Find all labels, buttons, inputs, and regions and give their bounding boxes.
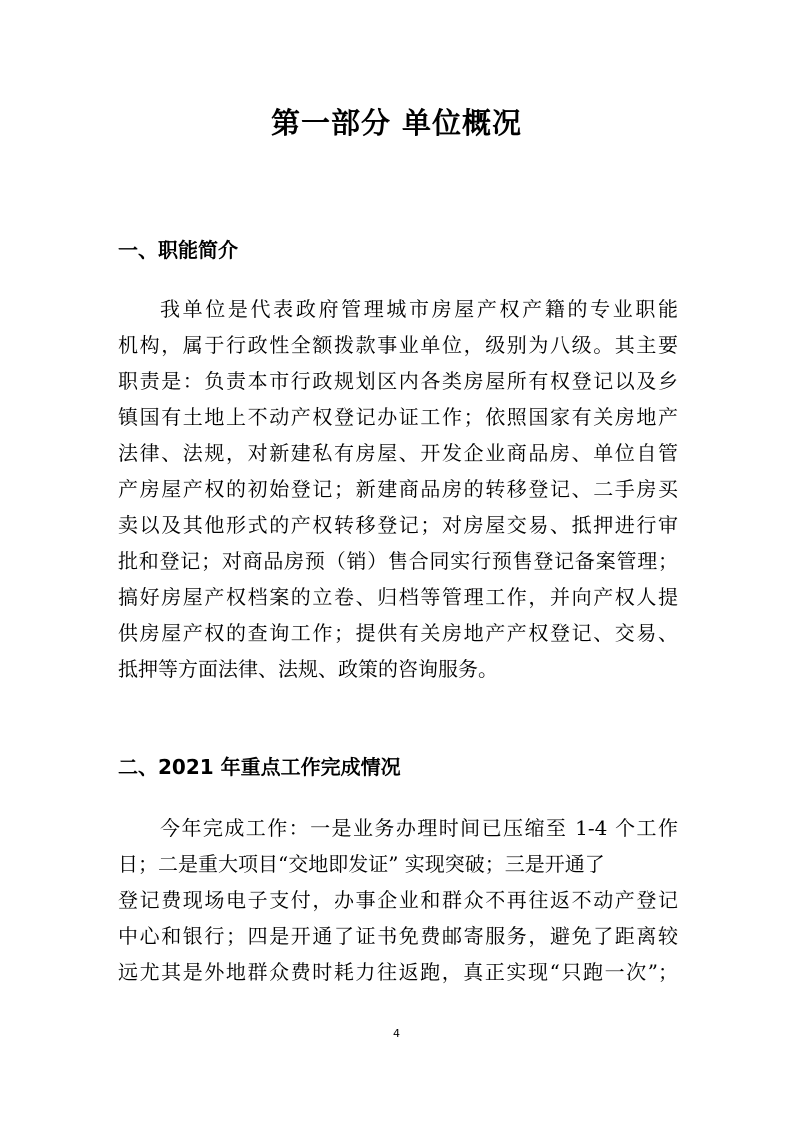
- paragraph-line: 搞好房屋产权档案的立卷、归档等管理工作，并向产权人提: [118, 585, 678, 609]
- paragraph-line: 批和登记；对商品房预（销）售合同实行预售登记备案管理；: [118, 549, 678, 573]
- section-heading-functions: 一、职能简介: [118, 238, 238, 262]
- paragraph-line: 供房屋产权的查询工作；提供有关房地产产权登记、交易、: [118, 621, 678, 645]
- paragraph-line: 登记费现场电子支付，办事企业和群众不再往返不动产登记: [118, 888, 678, 912]
- paragraph-line: 我单位是代表政府管理城市房屋产权产籍的专业职能: [160, 297, 678, 321]
- section-heading-2021-work: 二、2021 年重点工作完成情况: [118, 755, 401, 779]
- paragraph-line: 抵押等方面法律、法规、政策的咨询服务。: [118, 657, 498, 681]
- paragraph-line: 中心和银行；四是开通了证书免费邮寄服务，避免了距离较: [118, 924, 678, 948]
- paragraph-line: 日；二是重大项目“交地即发证” 实现突破；三是开通了: [118, 852, 605, 876]
- paragraph-line: 镇国有土地上不动产权登记办证工作；依照国家有关房地产: [118, 405, 678, 429]
- paragraph-line: 法律、法规，对新建私有房屋、开发企业商品房、单位自管: [118, 441, 678, 465]
- paragraph-line: 卖以及其他形式的产权转移登记；对房屋交易、抵押进行审: [118, 513, 678, 537]
- paragraph-line: 机构，属于行政性全额拨款事业单位，级别为八级。其主要: [118, 333, 678, 357]
- paragraph-line: 产房屋产权的初始登记；新建商品房的转移登记、二手房买: [118, 477, 678, 501]
- paragraph-line: 远尤其是外地群众费时耗力往返跑，真正实现“只跑一次”；: [118, 960, 678, 984]
- paragraph-line: 今年完成工作：一是业务办理时间已压缩至 1-4 个工作: [160, 816, 678, 840]
- page-title: 第一部分 单位概况: [270, 106, 523, 140]
- page-number: 4: [393, 1027, 400, 1040]
- paragraph-line: 职责是：负责本市行政规划区内各类房屋所有权登记以及乡: [118, 369, 678, 393]
